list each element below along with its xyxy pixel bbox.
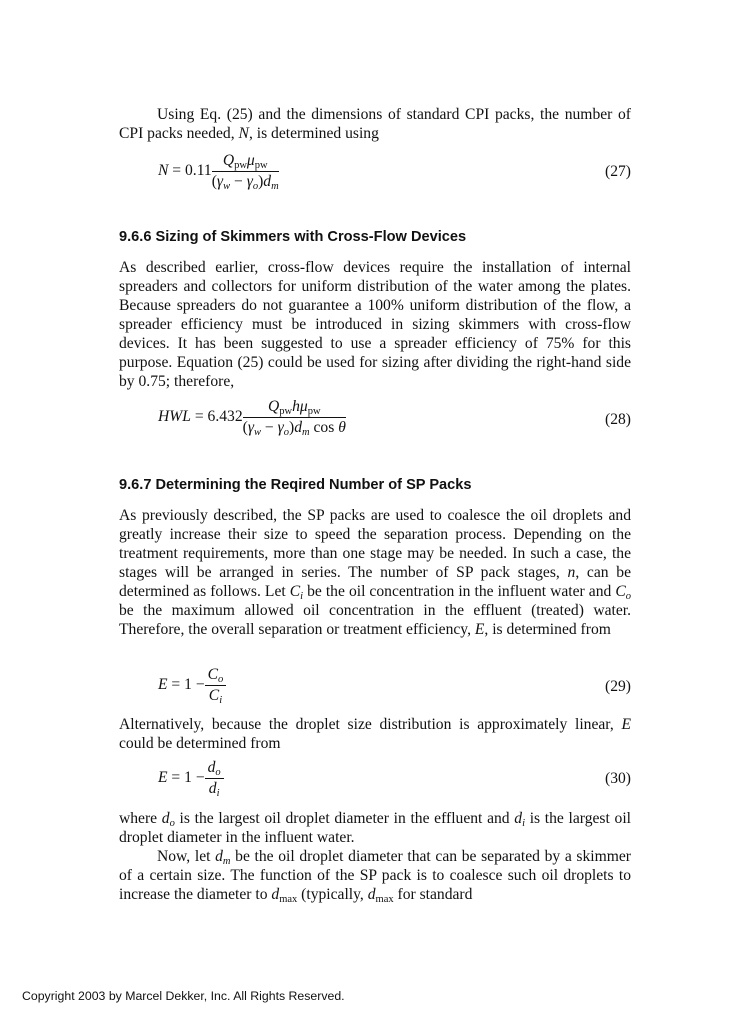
paragraph-4-text: Alternatively, because the droplet size distribution is approximately linear, E could be determined from <box>119 716 631 752</box>
paragraph-2 <box>119 258 631 391</box>
section-heading-9-6-6: 9.6.6 Sizing of Skimmers with Cross-Flow Devices <box>119 229 467 245</box>
section-heading-9-6-7: 9.6.7 Determining the Reqired Number of SP Packs <box>119 477 472 493</box>
paragraph-3-text: As previously described, the SP packs are used to coalesce the oil droplets and greatly increase their size to speed the separation process. Depending on the treatment requirements, more than one stage may be needed. In such a case, the stages will be arranged in series. The number of SP pack stages, n, can be determined as follows. Let $C_i$ be the oil concentration in the influent water and $C_o$ be the maximum allowed oil concentration in the effluent (treated) water. Therefore, the overall separation or treatment efficiency, E, is determined from <box>119 507 631 638</box>
equation-28-number: (28) <box>605 411 631 428</box>
paragraph-6-text: Now, let $d_m$ be the oil droplet diameter that can be separated by a skimmer of a certain size. The function of the SP pack is to coalesce such oil droplets to increase the diameter to $d_{max}$ (typically, $d_{max}$ for standard <box>119 848 631 905</box>
paragraph-1-text: Using Eq. (25) and the dimensions of standard CPI packs, the number of CPI packs needed, N, is determined using <box>119 106 631 142</box>
paragraph-1 <box>119 105 631 143</box>
paragraph-6 <box>119 847 631 904</box>
equation-30-number: (30) <box>605 770 631 787</box>
paragraph-5 <box>119 809 631 847</box>
equation-30: E = 1 − $\frac{d_o}{d_i}$ <box>158 759 224 798</box>
paragraph-5-text: where $d_o$ is the largest oil droplet diameter in the effluent and $d_i$ is the largest oil droplet diameter in the influent water. <box>119 810 631 846</box>
paragraph-4 <box>119 715 631 753</box>
equation-27: N = 0.11 $\frac{Q_{pw}\mu_{pw}}{(\gamma_w - \gamma_o)d_m}$ <box>158 152 279 192</box>
equation-29: E = 1 − $\frac{C_o}{C_i}$ <box>158 666 226 705</box>
copyright-footer: Copyright 2003 by Marcel Dekker, Inc. All Rights Reserved. <box>22 989 345 1003</box>
equation-28: HWL = 6.432 $\frac{Q_{pw}h\mu_{pw}}{(\gamma_w - \gamma_o)d_m \cos \theta}$ <box>158 398 346 438</box>
paragraph-2-text: As described earlier, cross-flow devices require the installation of internal spreaders and collectors for uniform distribution of the water among the plates. Because spreaders do not guarantee a 100% uniform distribution of the flow, a spreader efficiency must be introduced in sizing skimmers with cross-flow devices. It has been suggested to use a spreader efficiency of 75% for this purpose. Equation (25) could be used for sizing after dividing the right-hand side by 0.75; therefore, <box>119 259 631 390</box>
equation-29-number: (29) <box>605 678 631 695</box>
paragraph-3 <box>119 506 631 639</box>
equation-27-number: (27) <box>605 163 631 180</box>
